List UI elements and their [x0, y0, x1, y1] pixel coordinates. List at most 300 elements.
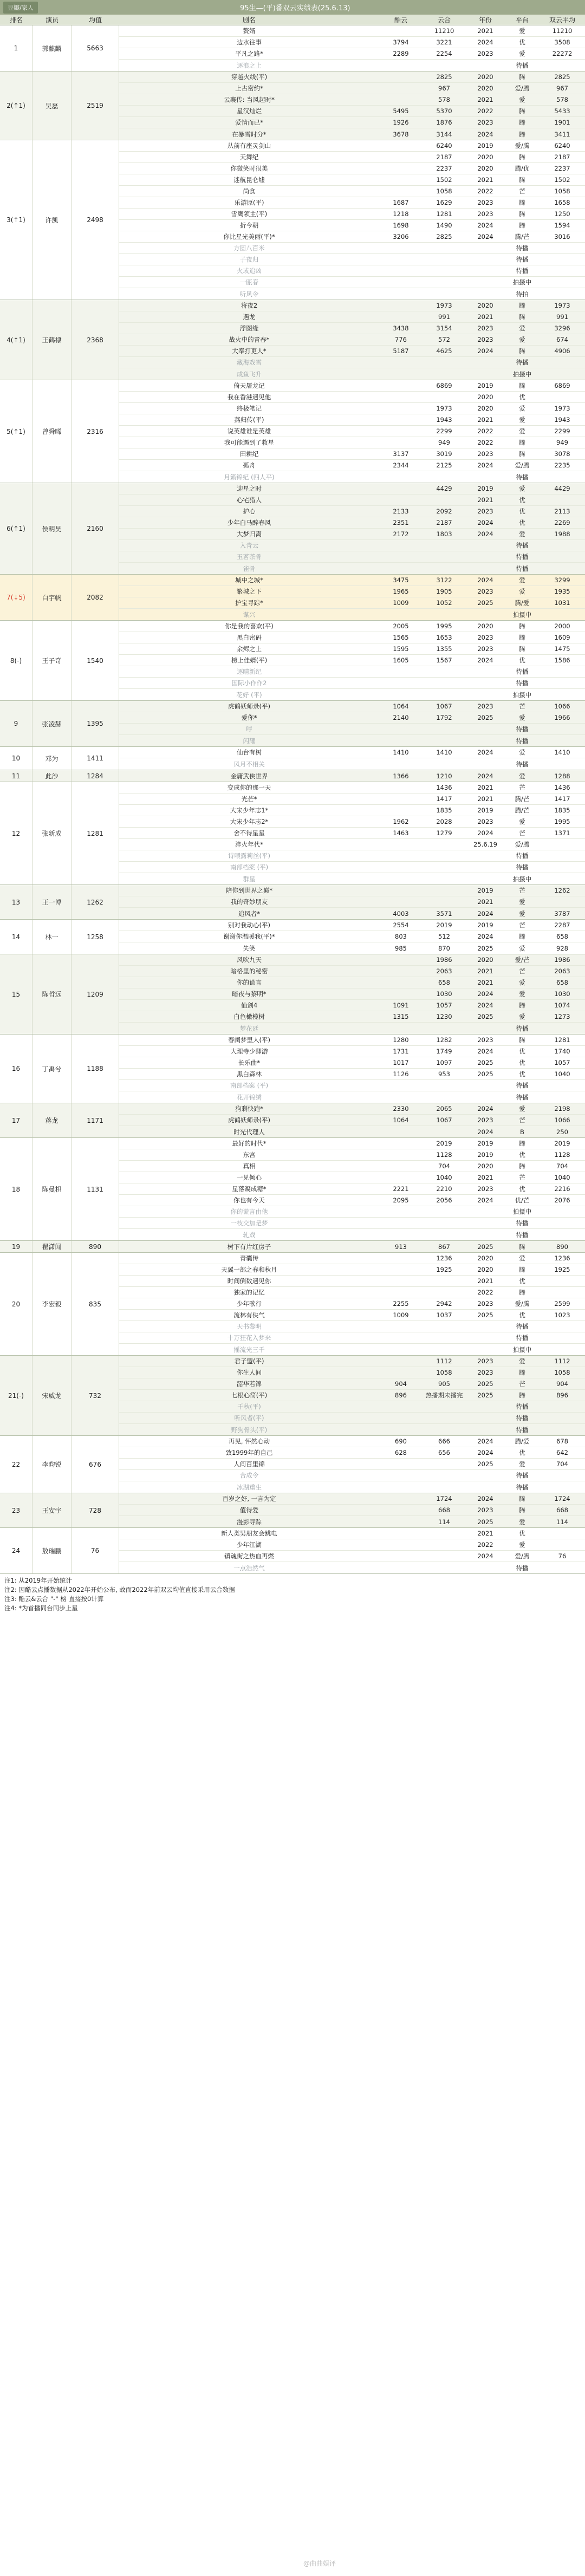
kuyun-value: 776	[395, 336, 407, 343]
drama-name: 轧戏	[243, 1231, 256, 1239]
drama-name: 星落凝成糖*	[232, 1185, 266, 1193]
drama-rows	[119, 1493, 585, 1527]
year-value: 2021	[477, 176, 493, 184]
year-value: 2021	[477, 898, 493, 906]
sheet-title: 95生—(平)番双云实绩表(25.6.13)	[240, 4, 350, 12]
kuyun-value: 1280	[393, 1036, 409, 1044]
table-row	[119, 1069, 585, 1080]
kuyun-value: 4003	[393, 909, 409, 918]
drama-name: 春闺梦里人(平)	[228, 1036, 270, 1044]
platform-value: 待播	[516, 725, 529, 733]
actor-cell: 王安宇	[32, 1493, 72, 1527]
year-value: 2023	[477, 336, 493, 343]
drama-name: 陪你到世界之巅*	[225, 887, 273, 894]
drama-name: 爱你*	[241, 714, 257, 721]
platform-value: 爱	[519, 772, 525, 780]
drama-name: 花好 (平)	[236, 691, 262, 699]
platform-value: 腾	[519, 933, 525, 940]
yunhe-value: 1417	[436, 795, 452, 803]
year-value: 2024	[477, 461, 493, 469]
dual-average-value: 1262	[554, 887, 570, 894]
drama-name: 君子盟(平)	[234, 1357, 264, 1365]
drama-name: 玉茗茶骨	[237, 553, 262, 561]
platform-value: 腾	[519, 1243, 525, 1251]
platform-value: 待播	[516, 737, 529, 745]
yunhe-value: 1058	[436, 187, 452, 195]
drama-name: 一瓯春	[239, 278, 259, 286]
table-row	[119, 471, 585, 483]
yunhe-value: 1995	[436, 622, 452, 630]
dual-average-value: 578	[556, 96, 568, 103]
table-row	[119, 1149, 585, 1161]
dual-average-value: 704	[556, 1460, 568, 1468]
drama-name: 合成令	[239, 1472, 259, 1479]
actor-cell: 敖瑞鹏	[32, 1528, 72, 1573]
year-value: 2021	[477, 313, 493, 321]
dual-average-value: 3508	[554, 38, 570, 46]
drama-name: 你的谎言由他	[230, 1208, 268, 1215]
platform-value: 腾	[519, 222, 525, 229]
actor-cell: 林一	[32, 920, 72, 954]
actor-cell: 丁禹兮	[32, 1035, 72, 1103]
table-row	[119, 220, 585, 231]
table-row	[119, 885, 585, 896]
year-value: 2021	[477, 1277, 493, 1285]
drama-name: 你生人间	[237, 1369, 262, 1376]
table-row	[119, 346, 585, 357]
table-row	[119, 1551, 585, 1562]
table-row	[119, 1459, 585, 1470]
yunhe-value: 668	[438, 1506, 450, 1514]
table-row	[119, 1057, 585, 1069]
yunhe-value: 6869	[436, 382, 452, 389]
platform-value: 芒	[519, 1116, 525, 1124]
table-row	[119, 1401, 585, 1413]
yunhe-value: 3122	[436, 576, 452, 584]
platform-value: 待播	[516, 244, 529, 252]
year-value: 2025	[477, 1460, 493, 1468]
actor-group	[0, 701, 585, 747]
yunhe-value: 1057	[436, 1001, 452, 1009]
kuyun-value: 1064	[393, 702, 409, 710]
year-value: 2022	[477, 1289, 493, 1296]
yunhe-value: 1097	[436, 1059, 452, 1066]
table-row	[119, 805, 585, 816]
table-row	[119, 231, 585, 243]
year-value: 2020	[477, 73, 493, 81]
kuyun-value: 2095	[393, 1196, 409, 1204]
kuyun-value: 1315	[393, 1013, 409, 1020]
table-row	[119, 60, 585, 71]
platform-value: 芒	[519, 887, 525, 894]
table-row	[119, 1436, 585, 1447]
year-value: 2024	[477, 990, 493, 998]
dual-average-value: 1973	[554, 405, 570, 412]
platform-value: 优/芒	[515, 1196, 530, 1204]
rank-cell: 12	[0, 782, 32, 884]
rank-cell: 10	[0, 747, 32, 770]
year-value: 2024	[477, 576, 493, 584]
kuyun-value: 5187	[393, 347, 409, 355]
footnote: 注4: *为首播同台同步上星	[4, 1604, 78, 1612]
year-value: 2025	[477, 1059, 493, 1066]
year-value: 2025	[477, 1380, 493, 1388]
dual-average-value: 1371	[554, 829, 570, 837]
drama-name: 独家的记忆	[233, 1289, 265, 1296]
drama-name: 闪耀	[243, 737, 256, 745]
dual-average-value: 928	[556, 944, 568, 952]
drama-name: 舍不得星星	[233, 829, 265, 837]
drama-name: 终极笔记	[237, 405, 262, 412]
platform-value: 拍摄中	[512, 691, 532, 699]
dual-average-value: 1040	[554, 1070, 570, 1078]
drama-name: 新人类男朋友会跳电	[221, 1530, 277, 1537]
table-row	[119, 517, 585, 529]
platform-value: 待播	[516, 473, 529, 481]
year-value: 2019	[477, 887, 493, 894]
drama-rows	[119, 1138, 585, 1240]
actor-cell: 翟潇闻	[32, 1241, 72, 1252]
year-value: 2024	[477, 1196, 493, 1204]
actor-cell: 宋威龙	[32, 1356, 72, 1435]
drama-name: 失笑	[243, 944, 256, 952]
header-tag: 豆瓣/家人	[3, 2, 38, 14]
year-value: 2023	[477, 450, 493, 458]
dual-average-value: 1724	[554, 1495, 570, 1502]
table-row	[119, 163, 585, 174]
table-row	[119, 495, 585, 506]
year-value: 2023	[477, 1036, 493, 1044]
drama-name: 大梦归离	[237, 530, 262, 538]
col-platform: 平台	[515, 16, 529, 24]
actor-group	[0, 1436, 585, 1493]
drama-name: 金庸武侠世界	[230, 772, 268, 780]
table-row	[119, 426, 585, 437]
yunhe-value: 1052	[436, 599, 452, 607]
footnote: 注2: 因酷云点播数据从2022年开始公布, 故而2022年前双云均值直接采用云合数据	[4, 1586, 235, 1593]
year-value: 2022	[477, 107, 493, 115]
kuyun-value: 1595	[393, 645, 409, 653]
drama-name: 在暴雪时分*	[232, 130, 266, 138]
actor-group	[0, 747, 585, 770]
platform-value: 爱/腾	[515, 1552, 530, 1560]
table-row	[119, 106, 585, 117]
watermark: @曲曲娱评	[303, 2560, 336, 2567]
kuyun-value: 2351	[393, 519, 409, 526]
table-row	[119, 770, 585, 782]
drama-name: 人间百里锦	[233, 1460, 265, 1468]
platform-value: 爱	[519, 944, 525, 952]
platform-value: 腾/优	[515, 165, 530, 172]
rank-cell: 4(↑1)	[0, 300, 32, 380]
actor-group	[0, 782, 585, 885]
dual-average-value: 1074	[554, 1001, 570, 1009]
drama-name: 将夜2	[240, 302, 258, 309]
drama-name: 从前有座灵剑山	[227, 142, 271, 149]
yunhe-value: 1905	[436, 588, 452, 595]
drama-name: 花开锦绣	[237, 1093, 262, 1101]
year-value: 2021	[477, 979, 493, 986]
actor-cell: 张新成	[32, 782, 72, 884]
dual-average-value: 1609	[554, 634, 570, 641]
drama-name: 方圆八百米	[233, 244, 265, 252]
year-value: 2023	[477, 50, 493, 57]
dual-average-value: 1236	[554, 1254, 570, 1262]
table-row	[119, 1424, 585, 1435]
year-value: 2020	[477, 405, 493, 412]
kuyun-value: 896	[395, 1391, 407, 1399]
actor-group	[0, 621, 585, 701]
year-value: 2024	[477, 347, 493, 355]
year-value: 2024	[477, 1048, 493, 1055]
year-value: 2024	[477, 1437, 493, 1445]
drama-name: 浮图缘	[239, 324, 259, 332]
drama-name: 城中之城*	[235, 576, 263, 584]
table-row	[119, 735, 585, 746]
dual-average-value: 991	[556, 313, 568, 321]
dual-average-value: 1925	[554, 1266, 570, 1273]
year-value: 2022	[477, 439, 493, 446]
dual-average-value: 1594	[554, 222, 570, 229]
platform-value: 优	[519, 393, 525, 401]
platform-value: 待播	[516, 1323, 529, 1330]
rank-cell: 11	[0, 770, 32, 782]
platform-value: 爱	[519, 96, 525, 103]
kuyun-value: 2133	[393, 508, 409, 515]
kuyun-value: 1126	[393, 1070, 409, 1078]
platform-value: 芒	[519, 829, 525, 837]
dual-average-value: 2287	[554, 921, 570, 929]
year-value: 2020	[477, 84, 493, 92]
kuyun-value: 628	[395, 1449, 407, 1456]
year-value: 2019	[477, 921, 493, 929]
col-rank: 排名	[9, 16, 23, 24]
year-value: 2024	[477, 909, 493, 918]
average-cell: 1171	[72, 1103, 119, 1137]
kuyun-value: 1091	[393, 1001, 409, 1009]
col-dual-avg: 双云平均	[549, 16, 575, 24]
table-row	[119, 311, 585, 323]
kuyun-value: 1410	[393, 749, 409, 756]
drama-name: 你是我的喜欢(平)	[225, 622, 274, 630]
drama-name: 我在香港遇见他	[227, 393, 271, 401]
sheet-header	[0, 0, 585, 15]
yunhe-value: 1030	[436, 990, 452, 998]
platform-value: 待播	[516, 1426, 529, 1434]
dual-average-value: 1417	[554, 795, 570, 803]
drama-name: 赘婿	[243, 27, 256, 35]
platform-value: 拍摄中	[512, 610, 532, 619]
platform-value: 芒	[519, 1174, 525, 1181]
platform-value: 腾	[519, 382, 525, 389]
kuyun-value: 2344	[393, 461, 409, 469]
dual-average-value: 1966	[554, 714, 570, 721]
table-row	[119, 1000, 585, 1011]
dual-average-value: 2599	[554, 1300, 570, 1307]
actor-cell: 郭麒麟	[32, 25, 72, 71]
dual-average-value: 3078	[554, 450, 570, 458]
table-row	[119, 1481, 585, 1493]
drama-name: 时间倒数遇见你	[227, 1277, 271, 1285]
yunhe-value: 1037	[436, 1311, 452, 1319]
table-row	[119, 1528, 585, 1539]
kuyun-value: 5495	[393, 107, 409, 115]
table-row	[119, 896, 585, 908]
rank-cell: 8(-)	[0, 621, 32, 700]
dual-average-value: 1250	[554, 210, 570, 218]
platform-value: 爱	[519, 588, 525, 595]
year-value: 2020	[477, 153, 493, 161]
drama-name: 韶华若锦	[237, 1380, 262, 1388]
year-value: 2025	[477, 944, 493, 952]
yunhe-value: 1236	[436, 1254, 452, 1262]
yunhe-value: 1973	[436, 302, 452, 309]
table-row	[119, 563, 585, 574]
rank-cell: 13	[0, 885, 32, 919]
dual-average-value: 1066	[554, 1116, 570, 1124]
drama-name: 孤舟	[243, 461, 256, 469]
average-cell: 2498	[72, 140, 119, 300]
kuyun-value: 1605	[393, 656, 409, 664]
platform-value: 腾	[519, 119, 525, 126]
drama-name: 心宅猎人	[237, 496, 262, 504]
platform-value: 腾	[519, 645, 525, 653]
kuyun-value: 1017	[393, 1059, 409, 1066]
table-row	[119, 575, 585, 586]
dual-average-value: 2076	[554, 1196, 570, 1204]
dual-average-value: 2235	[554, 461, 570, 469]
platform-value: 爱	[519, 50, 525, 57]
actor-group	[0, 1528, 585, 1574]
drama-name: 白色橄榄树	[233, 1013, 265, 1020]
yunhe-value: 656	[438, 1449, 450, 1456]
yunhe-value: 2063	[436, 967, 452, 975]
kuyun-value: 3137	[393, 450, 409, 458]
drama-name: 繁城之下	[237, 588, 262, 595]
platform-value: 腾	[519, 210, 525, 218]
table-row	[119, 254, 585, 265]
dual-average-value: 1901	[554, 119, 570, 126]
platform-value: 爱	[519, 405, 525, 412]
rank-cell: 16	[0, 1035, 32, 1103]
year-value: 2020	[477, 956, 493, 964]
platform-value: 拍摄中	[512, 875, 532, 883]
table-row	[119, 1539, 585, 1551]
platform-value: 腾	[519, 1036, 525, 1044]
table-row	[119, 793, 585, 805]
drama-rows	[119, 1035, 585, 1103]
platform-value: 优	[519, 1311, 525, 1319]
year-value: 2024	[477, 130, 493, 138]
yunhe-value: 1128	[436, 1151, 452, 1159]
average-cell: 2368	[72, 300, 119, 380]
table-row	[119, 1241, 585, 1252]
dual-average-value: 704	[556, 1162, 568, 1170]
yunhe-value: 2028	[436, 818, 452, 825]
table-row	[119, 850, 585, 862]
platform-value: 优	[519, 1449, 525, 1456]
table-row	[119, 1505, 585, 1516]
drama-rows	[119, 747, 585, 770]
dual-average-value: 1835	[554, 806, 570, 814]
platform-value: 爱/腾	[515, 1300, 530, 1307]
col-yunhe: 云合	[437, 16, 451, 24]
drama-rows	[119, 1103, 585, 1137]
dual-average-value: 678	[556, 1437, 568, 1445]
drama-name: 大宋少年志1*	[230, 806, 269, 814]
actor-group	[0, 920, 585, 954]
dual-average-value: 658	[556, 979, 568, 986]
yunhe-value: 666	[438, 1437, 450, 1445]
platform-value: 腾	[519, 1140, 525, 1147]
table-row	[119, 977, 585, 988]
actor-group	[0, 575, 585, 621]
col-drama: 剧名	[242, 16, 256, 24]
drama-rows	[119, 701, 585, 746]
drama-rows	[119, 1241, 585, 1252]
platform-value: 爱/腾	[515, 84, 530, 92]
year-value: 2024	[477, 772, 493, 780]
year-value: 2022	[477, 187, 493, 195]
yunhe-value: 3144	[436, 130, 452, 138]
platform-value: B	[520, 1128, 524, 1136]
drama-name: 穿越火线(平)	[231, 73, 268, 81]
dual-average-value: 1586	[554, 656, 570, 664]
platform-value: 待播	[516, 679, 529, 687]
dual-average-value: 1057	[554, 1059, 570, 1066]
drama-rows	[119, 1528, 585, 1573]
drama-name: 变成你的那一天	[227, 784, 271, 791]
drama-name: 最好的时代*	[232, 1140, 266, 1147]
yunhe-value: 2092	[436, 508, 452, 515]
kuyun-value: 3794	[393, 38, 409, 46]
platform-value: 爱	[519, 1013, 525, 1020]
dual-average-value: 1128	[554, 1151, 570, 1159]
dual-average-value: 1030	[554, 990, 570, 998]
dual-average-value: 3296	[554, 324, 570, 332]
table-row	[119, 632, 585, 643]
year-value: 2025	[477, 1518, 493, 1526]
dual-average-value: 658	[556, 933, 568, 940]
platform-value: 腾/芒	[515, 795, 530, 803]
table-row	[119, 678, 585, 689]
rank-cell: 2(↑1)	[0, 71, 32, 140]
column-header-row	[0, 15, 585, 25]
dual-average-value: 1995	[554, 818, 570, 825]
platform-value: 待播	[516, 1472, 529, 1479]
actor-group	[0, 1103, 585, 1138]
year-value: 2021	[477, 27, 493, 35]
yunhe-value: 1230	[436, 1013, 452, 1020]
platform-value: 优	[519, 1151, 525, 1159]
rank-cell: 9	[0, 701, 32, 746]
dual-average-value: 6869	[554, 382, 570, 389]
average-cell: 1395	[72, 701, 119, 746]
drama-name: 火或追凶	[237, 267, 262, 275]
year-value: 2023	[477, 1116, 493, 1124]
actor-group	[0, 300, 585, 380]
drama-name: 摇流光三千	[233, 1345, 265, 1354]
drama-name: 野狗骨头(平)	[231, 1426, 268, 1434]
yunhe-value: 11210	[434, 27, 454, 35]
yunhe-value: 991	[438, 313, 450, 321]
dual-average-value: 1031	[554, 599, 570, 607]
actor-group	[0, 380, 585, 483]
table-row	[119, 701, 585, 712]
year-value: 2020	[477, 302, 493, 309]
actor-group	[0, 25, 585, 71]
platform-value: 腾	[519, 153, 525, 161]
